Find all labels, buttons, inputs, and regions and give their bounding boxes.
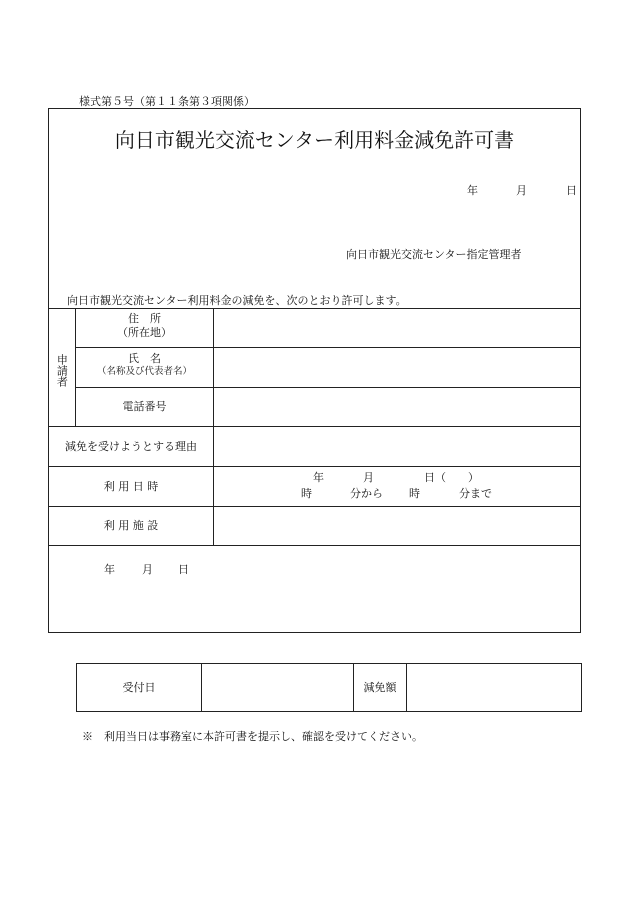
applicant-group-text: 申請者	[55, 353, 69, 387]
usage-hour-to: 時	[409, 487, 420, 500]
phone-field[interactable]	[214, 388, 580, 425]
issue-year: 年	[467, 184, 478, 197]
usage-minute-to: 分まで	[459, 487, 492, 500]
name-label: 氏 名	[128, 352, 161, 365]
facility-field[interactable]	[214, 507, 580, 544]
reason-label: 減免を受けようとする理由	[65, 440, 197, 453]
usage-month: 月	[363, 471, 374, 484]
applicant-group-label	[48, 330, 75, 410]
name-sub-label: （名称及び代表者名）	[96, 365, 192, 377]
facility-label: 利 用 施 設	[103, 519, 159, 532]
approval-month: 月	[142, 563, 153, 576]
usage-datetime-label: 利 用 日 時	[103, 480, 159, 493]
address-label-cell	[76, 312, 213, 340]
name-field[interactable]	[214, 348, 580, 386]
form-number-label: 様式第５号（第１１条第３項関係）	[79, 95, 255, 108]
reason-field[interactable]	[214, 427, 580, 465]
approval-day: 日	[178, 563, 189, 576]
address-label: 住 所	[128, 312, 161, 325]
approval-year: 年	[104, 563, 115, 576]
permission-statement: 向日市観光交流センター利用料金の減免を、次のとおり許可します。	[67, 294, 407, 307]
document-title: 向日市観光交流センター利用料金減免許可書	[114, 128, 515, 152]
name-label-cell	[76, 352, 213, 378]
usage-hour-from: 時	[301, 487, 312, 500]
usage-minute-from: 分から	[350, 487, 383, 500]
usage-note: ※ 利用当日は事務室に本許可書を提示し、確認を受けてください。	[82, 730, 423, 743]
reduction-amount-field[interactable]	[407, 664, 580, 711]
row-line-reason	[48, 466, 581, 467]
address-sub-label: （所在地）	[117, 325, 172, 339]
received-date-field[interactable]	[202, 664, 352, 711]
usage-year: 年	[313, 471, 324, 484]
row-line-facility	[48, 545, 581, 546]
address-field[interactable]	[214, 309, 580, 346]
usage-day-weekday: 日（ ）	[424, 471, 479, 484]
phone-label: 電話番号	[122, 400, 167, 413]
reduction-amount-label: 減免額	[363, 681, 397, 694]
issue-day: 日	[566, 184, 577, 197]
issue-month: 月	[516, 184, 527, 197]
designated-manager: 向日市観光交流センター指定管理者	[346, 248, 522, 261]
received-date-label: 受付日	[122, 681, 156, 694]
